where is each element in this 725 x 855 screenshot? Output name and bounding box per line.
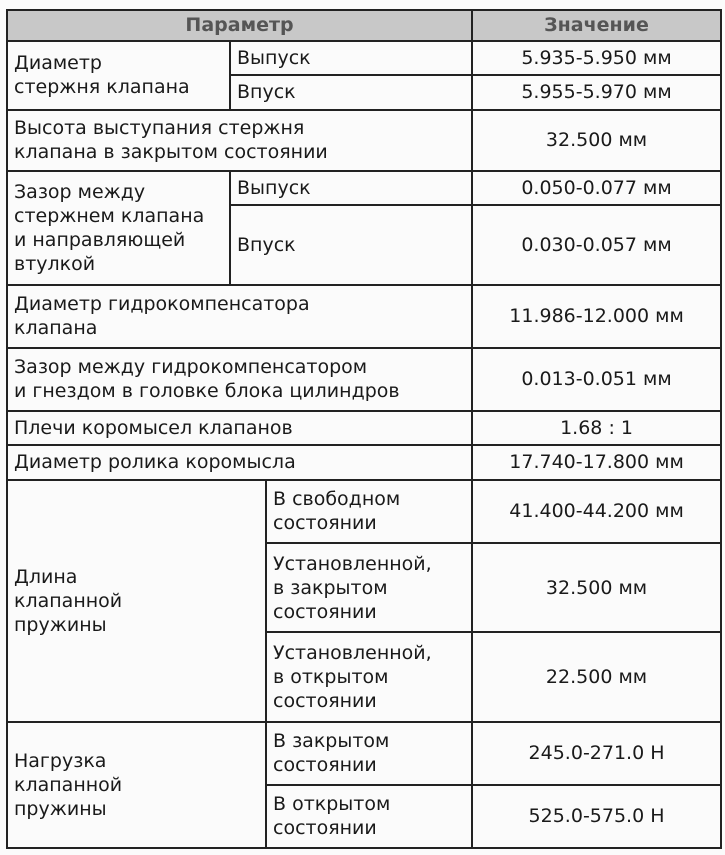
- guide-clearance-label: Зазор между стержнем клапана и направляющей втулкой: [7, 171, 230, 285]
- lifter-diameter-label: Диаметр гидрокомпенсатора клапана: [7, 285, 472, 348]
- lifter-clearance-value: 0.013-0.051 мм: [472, 348, 721, 411]
- spring-length-installed-closed-label: Установленной, в закрытом состоянии: [266, 543, 472, 632]
- spring-load-closed-value: 245.0-271.0 Н: [472, 722, 721, 785]
- lifter-diameter-value: 11.986-12.000 мм: [472, 285, 721, 348]
- spring-length-free-value: 41.400-44.200 мм: [472, 480, 721, 543]
- stem-diameter-exhaust-label: Выпуск: [230, 41, 472, 76]
- guide-clearance-exhaust-label: Выпуск: [230, 171, 472, 206]
- spring-length-installed-open-value: 22.500 мм: [472, 632, 721, 721]
- stem-diameter-intake-value: 5.955-5.970 мм: [472, 75, 721, 110]
- guide-clearance-intake-value: 0.030-0.057 мм: [472, 205, 721, 284]
- table-row: [7, 348, 721, 411]
- spring-load-closed-label: В закрытом состоянии: [266, 722, 472, 785]
- valve-spec-table: [6, 9, 722, 849]
- table-row: [7, 480, 721, 543]
- roller-diameter-value: 17.740-17.800 мм: [472, 445, 721, 480]
- spring-length-installed-closed-value: 32.500 мм: [472, 543, 721, 632]
- spring-load-label: Нагрузка клапанной пружины: [7, 722, 266, 848]
- table-row: [7, 445, 721, 480]
- spring-load-open-value: 525.0-575.0 Н: [472, 785, 721, 848]
- header-param: Параметр: [7, 10, 472, 41]
- header-value: Значение: [472, 10, 721, 41]
- table-row: [7, 285, 721, 348]
- lifter-clearance-label: Зазор между гидрокомпенсатором и гнездом в головке блока цилиндров: [7, 348, 472, 411]
- stem-protrusion-label: Высота выступания стержня клапана в закрытом состоянии: [7, 110, 472, 171]
- table-row: [7, 411, 721, 446]
- guide-clearance-intake-label: Впуск: [230, 205, 472, 284]
- stem-diameter-intake-label: Впуск: [230, 75, 472, 110]
- table-row: [7, 110, 721, 171]
- rocker-ratio-value: 1.68 : 1: [472, 411, 721, 446]
- roller-diameter-label: Диаметр ролика коромысла: [7, 445, 472, 480]
- table-row: [7, 41, 721, 76]
- table-header-row: [7, 10, 721, 41]
- stem-protrusion-value: 32.500 мм: [472, 110, 721, 171]
- table-row: [7, 722, 721, 785]
- spring-length-free-label: В свободном состоянии: [266, 480, 472, 543]
- spring-length-label: Длина клапанной пружины: [7, 480, 266, 722]
- rocker-ratio-label: Плечи коромысел клапанов: [7, 411, 472, 446]
- table-row: [7, 171, 721, 206]
- spring-load-open-label: В открытом состоянии: [266, 785, 472, 848]
- spring-length-installed-open-label: Установленной, в открытом состоянии: [266, 632, 472, 721]
- stem-diameter-exhaust-value: 5.935-5.950 мм: [472, 41, 721, 76]
- stem-diameter-label: Диаметр стержня клапана: [7, 41, 230, 110]
- guide-clearance-exhaust-value: 0.050-0.077 мм: [472, 171, 721, 206]
